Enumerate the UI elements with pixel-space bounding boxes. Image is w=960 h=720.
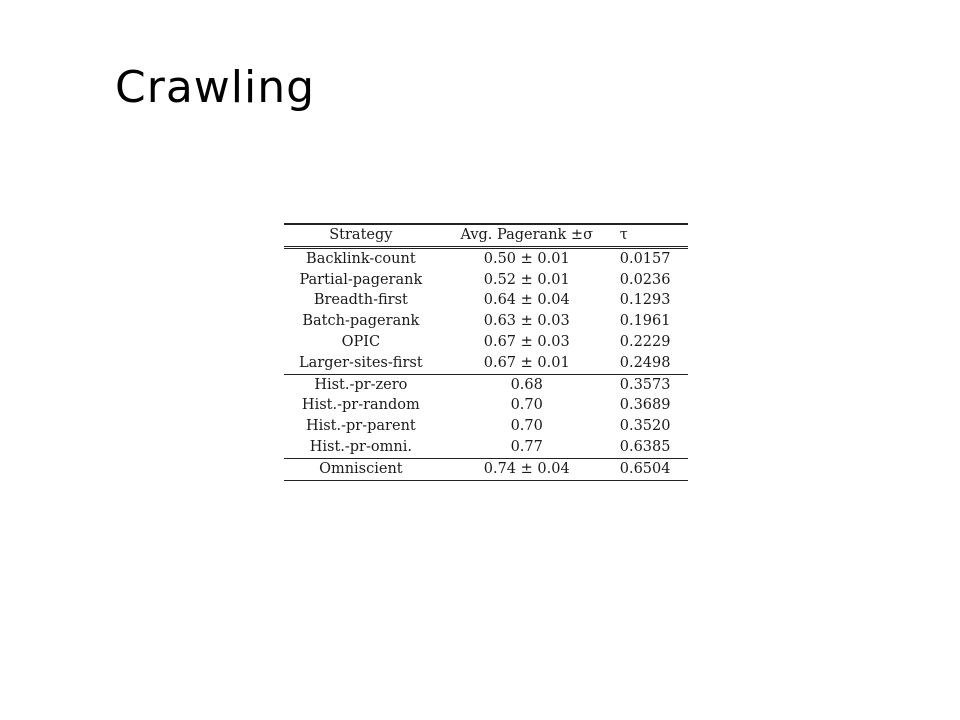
slide-title: Crawling bbox=[115, 62, 316, 113]
cell-tau: 0.6504 bbox=[616, 458, 688, 480]
cell-tau: 0.1961 bbox=[619, 313, 671, 330]
header-tau: τ bbox=[619, 227, 628, 243]
cell-strategy: Batch-pagerank bbox=[302, 313, 420, 330]
cell-avg-pagerank: 0.77 bbox=[438, 437, 616, 458]
cell-tau: 0.2498 bbox=[616, 353, 688, 374]
cell-tau: 0.3573 bbox=[619, 376, 671, 393]
cell-tau: 0.0157 bbox=[619, 250, 671, 267]
cell-avg-pagerank: 0.63 ± 0.03 bbox=[483, 313, 570, 330]
cell-tau: 0.0236 bbox=[619, 271, 671, 288]
table-row bbox=[284, 353, 688, 374]
table-row bbox=[284, 437, 688, 458]
cell-tau: 0.1293 bbox=[619, 292, 671, 309]
cell-strategy: Backlink-count bbox=[306, 250, 416, 267]
cell-strategy: OPIC bbox=[341, 333, 381, 350]
table-header-row bbox=[284, 224, 688, 247]
cell-strategy: Hist.-pr-random bbox=[301, 397, 420, 414]
cell-strategy: Hist.-pr-parent bbox=[305, 418, 416, 435]
results-table-container bbox=[284, 223, 688, 481]
cell-tau: 0.3520 bbox=[619, 418, 671, 435]
cell-strategy: Omniscient bbox=[284, 458, 438, 480]
cell-tau: 0.2229 bbox=[619, 333, 671, 350]
cell-tau: 0.3689 bbox=[619, 397, 671, 414]
table-row bbox=[284, 374, 688, 395]
cell-avg-pagerank: 0.67 ± 0.01 bbox=[438, 353, 616, 374]
table-row bbox=[284, 332, 688, 353]
cell-tau: 0.6385 bbox=[616, 437, 688, 458]
table-row bbox=[284, 395, 688, 416]
table-row bbox=[284, 311, 688, 332]
cell-strategy: Breadth-first bbox=[313, 292, 408, 309]
cell-avg-pagerank: 0.64 ± 0.04 bbox=[483, 292, 570, 309]
cell-avg-pagerank: 0.50 ± 0.01 bbox=[483, 250, 570, 267]
cell-strategy: Hist.-pr-omni. bbox=[284, 437, 438, 458]
table-row bbox=[284, 270, 688, 291]
table-row bbox=[284, 416, 688, 437]
cell-avg-pagerank: 0.74 ± 0.04 bbox=[438, 458, 616, 480]
header-strategy: Strategy bbox=[329, 227, 393, 243]
table-row bbox=[284, 247, 688, 269]
cell-strategy: Partial-pagerank bbox=[299, 271, 423, 288]
cell-avg-pagerank: 0.70 bbox=[510, 418, 543, 435]
cell-strategy: Hist.-pr-zero bbox=[314, 376, 408, 393]
cell-strategy: Larger-sites-first bbox=[284, 353, 438, 374]
cell-avg-pagerank: 0.67 ± 0.03 bbox=[483, 333, 570, 350]
cell-avg-pagerank: 0.52 ± 0.01 bbox=[483, 271, 570, 288]
table-row bbox=[284, 290, 688, 311]
cell-avg-pagerank: 0.68 bbox=[510, 376, 543, 393]
table-row bbox=[284, 458, 688, 480]
header-avg-pagerank: Avg. Pagerank ±σ bbox=[460, 227, 593, 243]
cell-avg-pagerank: 0.70 bbox=[510, 397, 543, 414]
crawling-strategy-table bbox=[284, 223, 688, 481]
